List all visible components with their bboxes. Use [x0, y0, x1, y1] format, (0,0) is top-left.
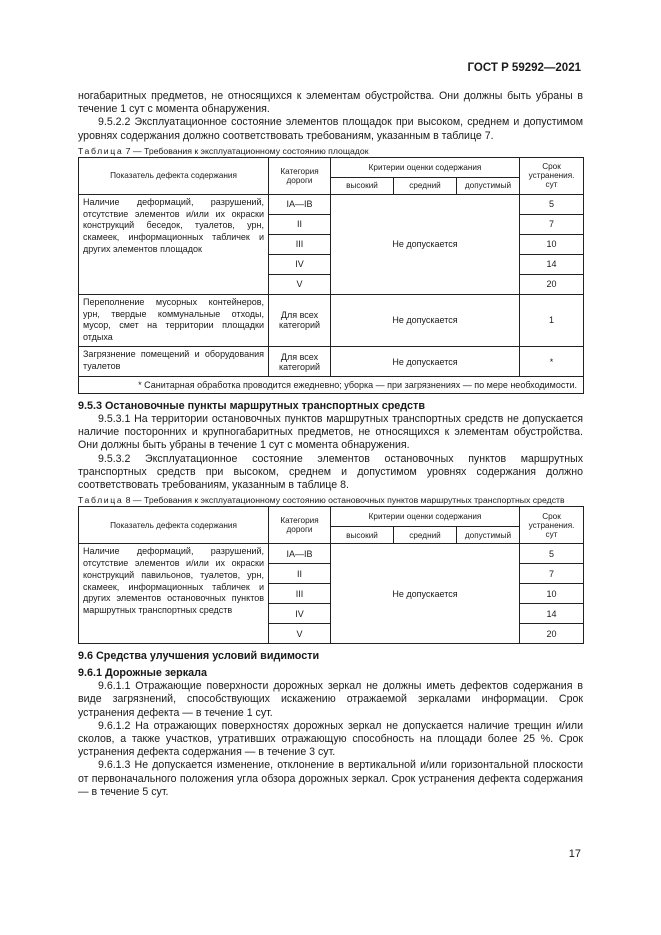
table-7-row1-criteria: Не допускается [331, 194, 520, 294]
header-indicator: Показатель дефекта содержания [79, 157, 269, 194]
table-7 [78, 157, 584, 394]
header-high: высокий [331, 177, 394, 194]
table-8-row1-indicator: Наличие деформаций, разрушений, отсутствие элементов и/или их окраски конструкций павильонов, туалетов, урн, скамеек, информационных табличек и других элементов остановочных пунктов маршрутных транспортных средств [79, 544, 269, 644]
table-8-row1-term: 14 [520, 604, 584, 624]
section-9-5-3-title: 9.5.3 Остановочные пункты маршрутных транспортных средств [78, 400, 425, 412]
paragraph-continuation: ногабаритных предметов, не относящихся к элементам обустройства. Они должны быть убраны в течение 1 сут с момента обнаружения. [78, 90, 583, 116]
table-7-row3-indicator: Загрязнение помещений и оборудования туалетов [79, 347, 269, 377]
table-8 [78, 506, 584, 644]
paragraph-9-5-3-1: 9.5.3.1 На территории остановочных пунктов маршрутных транспортных средств не допускается наличие посторонних и крупногабаритных предметов, не относящихся к элементам обустройства. Они должны быть убраны в течение 1 сут с момента обнаружения. [78, 413, 583, 452]
header-acceptable: допустимый [457, 177, 520, 194]
header-term: Срок устранения. сут [520, 507, 584, 544]
table-8-row1-criteria: Не допускается [331, 544, 520, 644]
header-criteria: Критерии оценки содержания [331, 157, 520, 177]
table-7-row3-category: Для всех категорий [269, 347, 331, 377]
paragraph-9-6-1-2: 9.6.1.2 На отражающих поверхностях дорожных зеркал не допускается наличие трещин и/или сколов, а также участков, утративших отражающую способность на площади более 25 %. Срок устранения дефекта содержания — в течение 3 сут. [78, 719, 583, 759]
table-7-row1-category: V [269, 274, 331, 294]
header-medium: средний [394, 177, 457, 194]
table-8-row1-term: 7 [520, 564, 584, 584]
table-7-row2-indicator: Переполнение мусорных контейнеров, урн, твердые коммунальные отходы, мусор, смет на территории площадки отдыха [79, 294, 269, 346]
header-medium: средний [394, 527, 457, 544]
table-7-row1-term: 20 [520, 274, 584, 294]
table-8-row1-category: IV [269, 604, 331, 624]
paragraph-9-5-2-2: 9.5.2.2 Эксплуатационное состояние элементов площадок при высоком, среднем и допустимом уровнях содержания должно соответствовать требованиям, указанным в таблице 7. [78, 116, 583, 142]
table-8-row1-term: 20 [520, 624, 584, 644]
table-8-row1-term: 10 [520, 584, 584, 604]
table-7-row1-term: 10 [520, 234, 584, 254]
section-9-6-1-title: 9.6.1 Дорожные зеркала [78, 667, 207, 680]
table-7-caption: Таблица 7 — Требования к эксплуатационному состоянию площадок [78, 145, 369, 156]
table-8-row1-category: III [269, 584, 331, 604]
table-7-row1-category: III [269, 234, 331, 254]
header-high: высокий [331, 527, 394, 544]
table-7-note: * Санитарная обработка проводится ежедневно; уборка — при загрязнениях — по мере необходимости. [79, 377, 584, 394]
table-7-row1-term: 7 [520, 214, 584, 234]
page-number: 17 [568, 848, 581, 860]
table-7-row2-term: 1 [520, 294, 584, 346]
header-criteria: Критерии оценки содержания [331, 507, 520, 527]
table-7-row3-term: * [520, 347, 584, 377]
table-7-row1-indicator: Наличие деформаций, разрушений, отсутствие элементов и/или их окраски конструкций беседок, туалетов, урн, скамеек, информационных табличек и других элементов площадок [79, 194, 269, 294]
table-8-caption: Таблица 8 — Требования к эксплуатационному состоянию остановочных пунктов маршрутных транспортных средств [78, 495, 565, 506]
paragraph-9-6-1-3: 9.6.1.3 Не допускается изменение, отклонение в вертикальной и/или горизонтальной плоскости от первоначального положения угла обзора дорожных зеркал. Срок устранения дефекта содержания — в течение 5 сут. [78, 759, 583, 798]
page-content [78, 90, 583, 799]
paragraph-9-6-1-1: 9.6.1.1 Отражающие поверхности дорожных зеркал не должны иметь дефектов содержания в виде загрязнений, способствующих искажению отражаемой зеркалами информации. Срок устранения дефекта — в течение 1 сут. [78, 680, 583, 719]
header-indicator: Показатель дефекта содержания [79, 507, 269, 544]
table-7-row1-category: II [269, 214, 331, 234]
section-9-6-title: 9.6 Средства улучшения условий видимости [78, 650, 320, 663]
table-8-row1-term: 5 [520, 544, 584, 564]
table-8-row1-category: IA—IB [269, 544, 331, 564]
table-7-row1-term: 14 [520, 254, 584, 274]
table-7-row2-category: Для всех категорий [269, 294, 331, 346]
table-7-row1-term: 5 [520, 194, 584, 214]
table-8-row1-category: V [269, 624, 331, 644]
table-7-row1-category: IA—IB [269, 194, 331, 214]
table-7-row3-criteria: Не допускается [331, 347, 520, 377]
table-7-row2-criteria: Не допускается [331, 294, 520, 346]
header-category: Категория дороги [269, 157, 331, 194]
table-7-row1-category: IV [269, 254, 331, 274]
document-header-id: ГОСТ Р 59292—2021 [467, 62, 581, 74]
table-8-row1-category: II [269, 564, 331, 584]
header-acceptable: допустимый [457, 527, 520, 544]
header-category: Категория дороги [269, 507, 331, 544]
paragraph-9-5-3-2: 9.5.3.2 Эксплуатационное состояние элементов остановочных пунктов маршрутных транспортных средств при высоком, среднем и допустимом уровнях содержания должно соответствовать требованиям, указанным в таблице 8. [78, 452, 583, 492]
header-term: Срок устранения. сут [520, 157, 584, 194]
